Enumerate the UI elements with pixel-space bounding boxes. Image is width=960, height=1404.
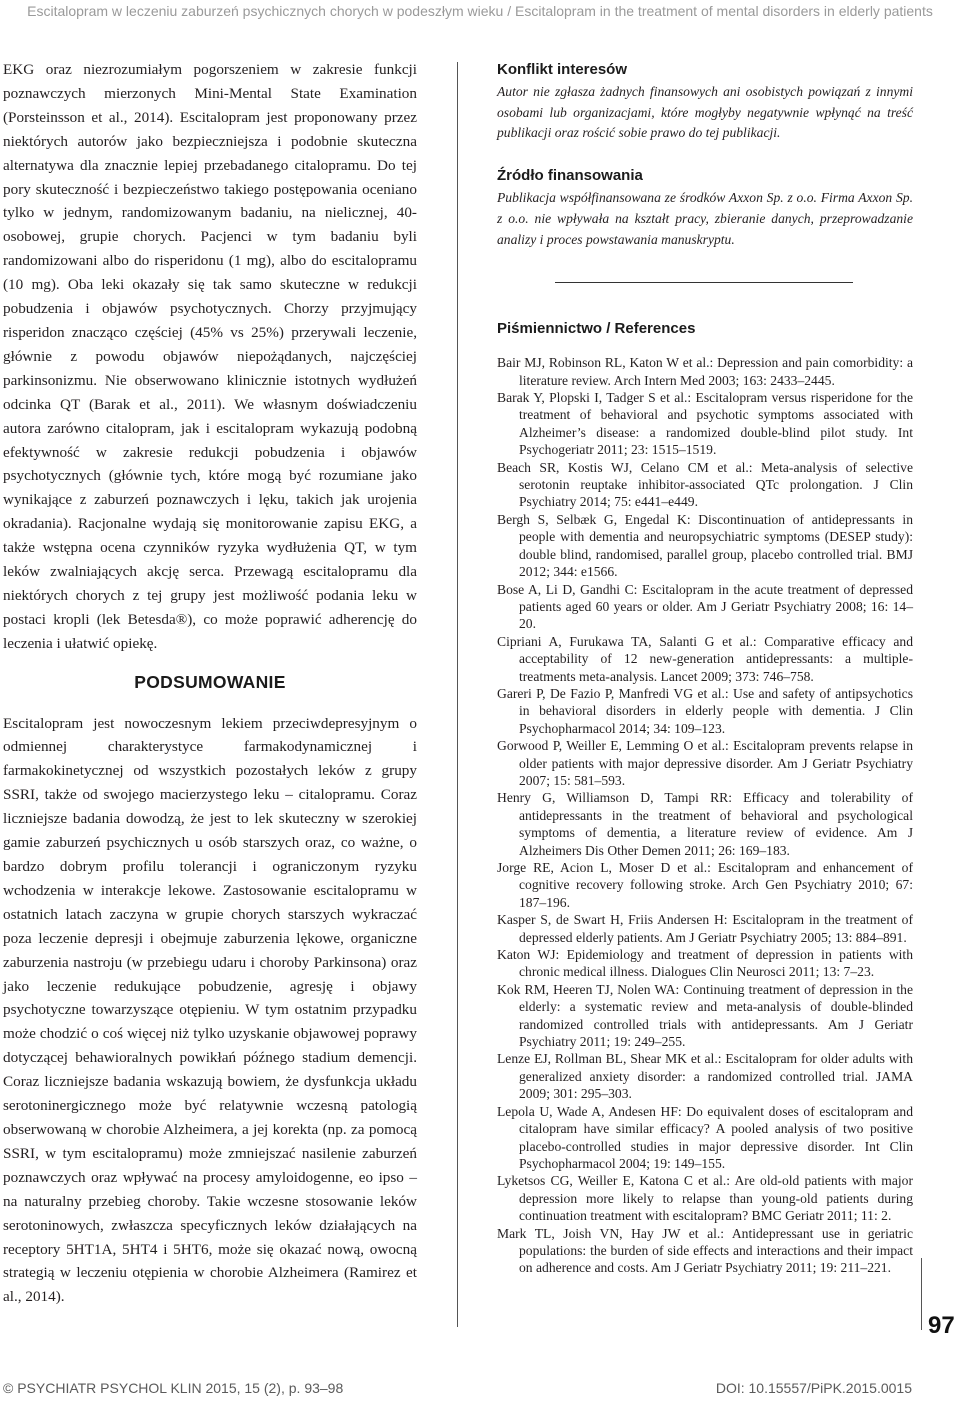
reference-item: Bair MJ, Robinson RL, Katon W et al.: Depression and pain comorbidity: a literature review. Arch Intern Med 2003; 163: 2433–2445. <box>497 355 913 388</box>
body-paragraph: EKG oraz niezrozumiałym pogorszeniem w zakresie funkcji poznawczych mierzonych Mini-Mental State Examination (Porsteinsson et al., 2014). Escitalopram jest proponowany przez niektórych autorów jako bezpieczniejsza i podobnie skuteczna alternatywa dla znacznie lepiej przebadanego citalopramu. Do tej pory skuteczność i bezpieczeństwo takiego postępowania oceniano tylko w jednym, randomizowanym badaniu, na nielicznej, 40-osobowej, grupie chorych. Pacjenci w tym badaniu byli randomizowani albo do risperidonu (1 mg), albo do escitalopramu (10 mg). Oba leki okazały się tak samo skuteczne w redukcji pobudzenia i objawów psychotycznych. Chorzy przyjmujący risperidon znacząco częściej (45% vs 25%) przerywali leczenie, głównie z powodu objawów niepożądanych, najczęściej parkinsonizmu. Nie obserwowano klinicznie istotnych wydłużeń odcinka QT (Barak et al., 2011). We własnym doświadczeniu autora zarówno citalopram, jak i escitalopram wykazują podobną efektywność w zakresie redukcji pobudzenia i objawów psychotycznych (głównie tych, które mogą być rozumiane jako wynikające z zaburzeń poznawczych i lęku, takich jak urojenia okradania). Racjonalne wydają się monitorowanie zapisu EKG, a także wstępna ocena czynników ryzyka wydłużenia QT, w tym leków zwalniających akcję serca. Przewagą escitalopramu dla niektórych chorych z tej grupy jest możliwość podania leku w postaci kropli (lek Betesda®), co może poprawić adherencję do leczenia i ułatwić opiekę. <box>3 61 417 652</box>
reference-item: Bose A, Li D, Gandhi C: Escitalopram in the acute treatment of depressed patients aged 60 years or older. Am J Geriatr Psychiatry 2008; 16: 14–20. <box>497 581 913 632</box>
reference-item: Kok RM, Heeren TJ, Nolen WA: Continuing treatment of depression in the elderly: a systematic review and meta-analysis of double-blinded randomized controlled trials with antidepressants. Am J Geriatr Psychiatry 2011; 19: 249–255. <box>497 981 913 1050</box>
funding-text: Publikacja współfinansowana ze środków Axxon Sp. z o.o. Firma Axxon Sp. z o.o. nie wpływała na kształt pracy, zbieranie danych, przeprowadzanie analizy i proces powstawania manuskryptu. <box>497 190 913 247</box>
reference-item: Mark TL, Joish VN, Hay JW et al.: Antidepressant use in geriatric populations: the burden of side effects and interactions and their impact on adherence and costs. Am J Geriatr Psychiatry 2011; 19: 211–221. <box>497 1225 913 1276</box>
references-heading: Piśmiennictwo / References <box>497 320 696 338</box>
running-head: Escitalopram w leczeniu zaburzeń psychicznych chorych w podeszłym wieku / Escitalopram in the treatment of mental disorders in elderly patients <box>27 3 933 19</box>
reference-item: Kasper S, de Swart H, Friis Andersen H: Escitalopram in the treatment of depressed elderly patients. Am J Geriatr Psychiatry 2005; 13: 884–891. <box>497 912 913 945</box>
left-column <box>3 58 417 1309</box>
reference-item: Gareri P, De Fazio P, Manfredi VG et al.: Use and safety of antipsychotics in behavioral disorders in elderly people with dementia. J Clin Psychopharmacol 2014; 34: 109–123. <box>497 685 913 736</box>
conflict-text: Autor nie zgłasza żadnych finansowych ani osobistych powiązań z innymi osobami lub organizacjami, które mogłyby negatywnie wpłynąć na treść publikacji oraz rościć sobie prawo do tej publikacji. <box>497 84 913 141</box>
reference-item: Lepola U, Wade A, Andesen HF: Do equivalent doses of escitalopram and citalopram have similar efficacy? A pooled analysis of two positive placebo-controlled studies in major depressive disorder. Int Clin Psychopharmacol 2004; 19: 149–155. <box>497 1103 913 1171</box>
reference-item: Lenze EJ, Rollman BL, Shear MK et al.: Escitalopram for older adults with generalized anxiety disorder: a randomized controlled trial. JAMA 2009; 301: 295–303. <box>497 1051 913 1102</box>
reference-item: Cipriani A, Furukawa TA, Salanti G et al.: Comparative efficacy and acceptability of 12 new-generation antidepressants: a multiple-treatments meta-analysis. Lancet 2009; 373: 746–758. <box>497 633 913 684</box>
funding-heading: Źródło finansowania <box>497 167 643 185</box>
section-heading-summary: PODSUMOWANIE <box>134 671 286 692</box>
reference-item: Beach SR, Kostis WJ, Celano CM et al.: Meta-analysis of selective serotonin reuptake inhibitor-associated QTc prolongation. J Clin Psychiatry 2014; 75: e441–e449. <box>497 459 913 510</box>
footer-doi: DOI: 10.15557/PiPK.2015.0015 <box>715 1380 912 1396</box>
reference-item: Gorwood P, Weiller E, Lemming O et al.: Escitalopram prevents relapse in older patients with major depressive disorder. Am J Geriatr Psychiatry 2007; 15: 581–593. <box>497 738 913 788</box>
body-paragraph: Escitalopram jest nowoczesnym lekiem przeciwdepresyjnym o odmiennej charakterystyce farmakodynamicznej i farmakokinetycznej od wszystkich pozostałych leków z grupy SSRI, także od swojego macierzystego leku – citalopramu. Coraz liczniejsze badania dowodzą, że jest to lek skuteczny w szerokiej gamie zaburzeń psychicznych u osób starszych oraz, co ważne, o bardzo dobrym profilu tolerancji i ograniczonym ryzyku wchodzenia w interakcje lekowe. Zastosowanie escitalopramu w ostatnich latach zaczyna w grupie chorych starszych wykraczać poza leczenie depresji i obejmuje zaburzenia lękowe, organiczne zaburzenia nastroju (w przebiegu udaru i choroby Parkinsona) oraz jako leczenie redukujące pobudzenie, agresję i objawy psychotyczne towarzyszące otępieniu. W tym ostatnim przypadku może chodzić o coś więcej niż tylko uzyskanie objawowej poprawy dotyczącej behawioralnych powikłań późnego stadium demencji. Coraz liczniejsze badania wskazują bowiem, że dysfunkcja układu serotoninergicznego może być relatywnie wczesną patologią obserwowaną w chorobie Alzheimera, a jej korekta (np. za pomocą SSRI, w tym escitalopramu) może zmniejszać nasilenie zaburzeń poznawczych oraz wpływać na procesy amyloidogenne, eo ipso – na naturalny przebieg choroby. Takie wczesne stosowanie leków serotoninowych, zwłaszcza specyficznych leków działających na receptory 5HT1A, 5HT4 i 5HT6, może się okazać nową, owocną strategią w leczeniu otępienia w chorobie Alzheimera (Ramirez et al., 2014). <box>3 714 417 1306</box>
reference-item: Lyketsos CG, Weiller E, Katona C et al.: Are old-old patients with major depression more likely to relapse than young-old patients during continuation treatment with escitalopram? BMC Geriatr 2011; 11: 2. <box>497 1173 913 1224</box>
references-list <box>497 354 913 1277</box>
footer-citation: © PSYCHIATR PSYCHOL KLIN 2015, 15 (2), p. 93–98 <box>3 1380 344 1396</box>
reference-item: Bergh S, Selbæk G, Engedal K: Discontinuation of antidepressants in people with dementia and neuropsychiatric symptoms (DESEP study): double blind, randomised, parallel group, placebo controlled trial. BMJ 2012; 344: e1566. <box>497 511 913 580</box>
section-divider <box>555 282 853 283</box>
column-divider <box>457 62 458 1327</box>
conflict-heading: Konflikt interesów <box>497 61 628 78</box>
page-number: 97 <box>928 1312 955 1339</box>
right-column <box>497 60 913 1277</box>
page-number-rule <box>921 1258 922 1330</box>
reference-item: Jorge RE, Acion L, Moser D et al.: Escitalopram and enhancement of cognitive recovery following stroke. Arch Gen Psychiatry 2010; 67: 187–196. <box>497 860 913 910</box>
reference-item: Barak Y, Plopski I, Tadger S et al.: Escitalopram versus risperidone for the treatment of behavioral and psychotic symptoms associated with Alzheimer’s disease: a randomized double-blind pilot study. Int Psychogeriatr 2011; 23: 1515–1519. <box>497 390 913 458</box>
reference-item: Henry G, Williamson D, Tampi RR: Efficacy and tolerability of antidepressants in the treatment of behavioral and psychological symptoms of dementia, a literature review of evidence. Am J Alzheimers Dis Other Demen 2011; 26: 169–183. <box>497 790 913 858</box>
reference-item: Katon WJ: Epidemiology and treatment of depression in patients with chronic medical illness. Dialogues Clin Neurosci 2011; 13: 7–23. <box>497 947 913 980</box>
